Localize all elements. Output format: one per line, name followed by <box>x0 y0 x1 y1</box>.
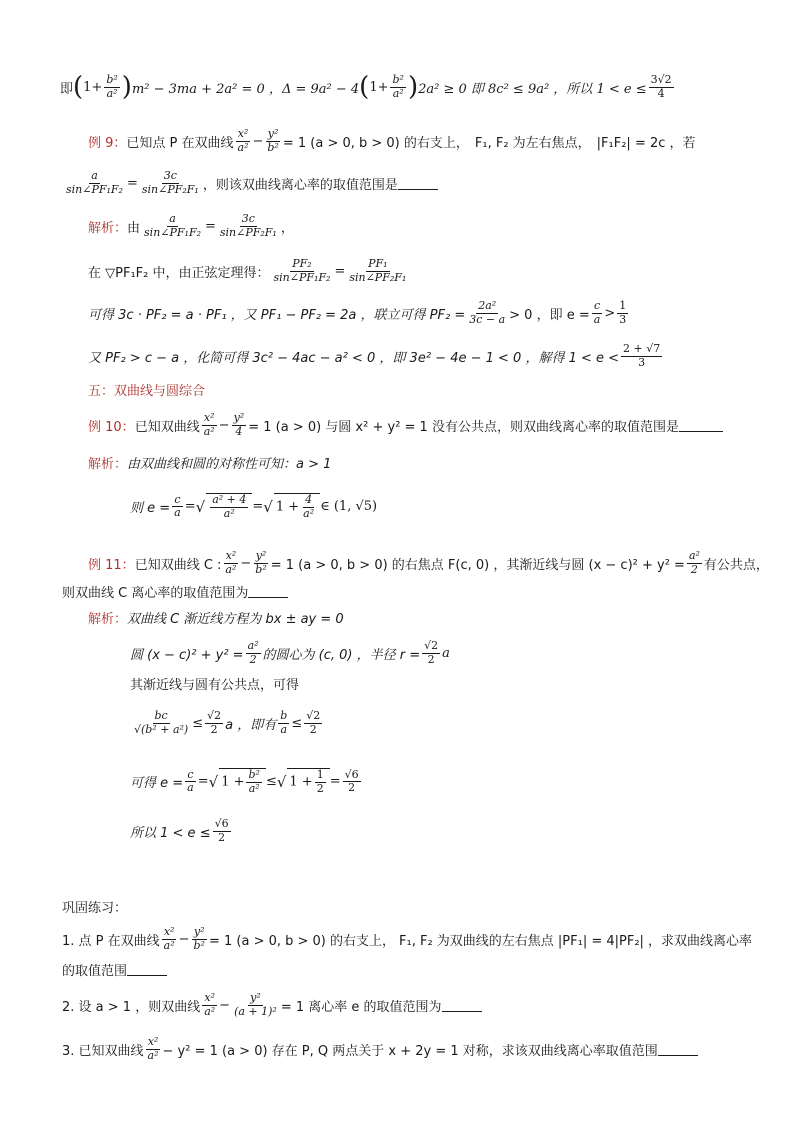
ex9-solution-line4 <box>88 343 664 369</box>
answer-blank[interactable] <box>248 585 288 598</box>
frac-den: sin∠PF₂F₁ <box>141 182 199 196</box>
frac-den: a² <box>163 938 175 952</box>
practice-3b: − y² = 1 (a > 0) 存在 P, Q 两点关于 x + 2y = 1 对称，求该双曲线离心率取值范围 <box>162 1043 658 1059</box>
frac-den: a² <box>223 506 235 520</box>
ex11-sqrt-frac-2 <box>315 769 326 795</box>
ex11-solution-line3 <box>130 674 299 693</box>
ex11-sol3: 其渐近线与圆有公共点，可得 <box>130 678 300 693</box>
frac-num: √2 <box>207 709 222 722</box>
frac-num: x² <box>204 991 215 1004</box>
practice-1a: 1. 点 P 在双曲线 <box>62 933 160 949</box>
ex11-solution-line5: 可得 e = $\frac{c}{a}$ = √ 1 + $\frac{\text{b²}}{\text{a²}}$ ≤ √ 1 + $\frac{1}{2}$ = $\frac{√6}{2}$ <box>130 767 359 795</box>
ex11-sol4-frac-r2 <box>304 710 322 736</box>
ex9-sol-eq: = <box>204 218 216 234</box>
practice-2: 2. 设 a > 1 ，则双曲线 $\frac{\text{x²}}{\text{a²}}$ − $\frac{\text{y²}}{\text{(a + 1)²}}$ = 1 离心率 e 的取值范围为 <box>62 992 482 1018</box>
answer-blank[interactable] <box>658 1043 698 1056</box>
frac-num: x² <box>237 127 249 140</box>
ex9-sol3b: > 0 ，即 e = <box>509 307 590 323</box>
practice-1d: 的取值范围 <box>62 964 128 979</box>
ex11-sol4-frac <box>132 710 190 736</box>
frac-num: √6 <box>214 817 229 830</box>
ex9-sol3-frac-13 <box>617 300 628 326</box>
frac-den: b² <box>193 938 205 952</box>
frac-num: a <box>169 212 176 225</box>
ex9-sol-frac-a <box>142 213 203 239</box>
frac-num: 4 <box>305 493 313 506</box>
line1-text: m² − 3ma + 2a² = 0 ，Δ = 9a² − 4 <box>131 81 360 97</box>
ex9-sol2: 在 ▽PF₁F₂ 中，由正弦定理得： <box>88 265 270 281</box>
ex11-one-plus-2: 1 + <box>289 774 313 790</box>
ex11-sqrt-frac <box>246 769 261 795</box>
line1-one-plus: 1+ <box>83 79 103 95</box>
frac-den: (a + 1)² <box>234 1004 277 1018</box>
ex11-question-line1: 例 11： 已知双曲线 C : $\frac{\text{x²}}{\text{a²}}$ − $\frac{\text{y²}}{\text{b²}}$ = 1 (a > 0, b > 0) 的右焦点 F(c, 0) ，其渐近线与圆 (x − c)² + y² = $\frac{\text{a²}}{2}$ 有公共点， <box>88 549 769 576</box>
line1-prefix: 即 <box>60 81 74 97</box>
ex11-sol4b: a ，即有 <box>225 717 277 733</box>
practice-1b: = 1 (a > 0, b > 0) 的右支上， <box>208 933 396 949</box>
paren-open-2: ( <box>359 72 370 103</box>
ex9-q1c: F₁, F₂ 为左右焦点， <box>474 135 591 151</box>
line-1 <box>60 72 676 103</box>
ex9-minus: − <box>252 133 264 149</box>
ex9-frac-y <box>265 128 280 154</box>
ex9-question-line2 <box>62 170 438 196</box>
ex10-frac-x <box>202 412 217 438</box>
frac-den: a <box>174 506 181 520</box>
ex9-label: 例 9： <box>88 135 127 151</box>
ex9-sol3-frac <box>467 300 507 326</box>
frac-den: 3 <box>619 312 627 326</box>
frac-den: a² <box>225 562 237 576</box>
frac-num: y² <box>193 925 205 938</box>
ex9-solution-line3 <box>88 300 630 326</box>
ex11-solution-line1 <box>88 608 344 627</box>
ex10-sqrt-frac-2 <box>301 494 316 520</box>
ex11-one-plus: 1 + <box>221 774 245 790</box>
ex9-solution-line1: 解析： 由 $\frac{a}{\text{sin∠PF₁F₂}}$ = $\frac{3c}{\text{sin∠PF₂F₁}}$ ， <box>88 212 294 239</box>
frac-den: √(b² + a²) <box>134 722 189 736</box>
answer-blank[interactable] <box>442 999 482 1012</box>
frac-den: a <box>187 781 194 795</box>
frac-num: x² <box>147 1035 159 1048</box>
frac-num: 3c <box>163 169 177 182</box>
ex9-sol-frac-pf2 <box>271 258 332 284</box>
ex11-sol4-le: ≤ <box>192 715 204 731</box>
frac-num: c <box>593 299 601 312</box>
practice-1-line2 <box>62 960 167 979</box>
line1-mid: 2a² ≥ 0 即 8c² ≤ 9a² ，所以 1 < e ≤ <box>418 81 647 97</box>
p3-frac-x <box>146 1036 161 1062</box>
ex10-sol2-end: ∈ (1, √5) <box>320 499 378 515</box>
ex11-sol4-frac-ba <box>278 710 289 736</box>
ex10-sol-label: 解析： <box>88 457 128 472</box>
ex9-frac-a <box>64 170 125 196</box>
frac-num: b² <box>248 768 260 781</box>
practice-heading <box>62 897 127 916</box>
frac-num: 2a² <box>478 299 497 312</box>
paren-close-2: ) <box>407 72 419 103</box>
frac-den: 3 <box>638 355 646 369</box>
ex10-q1: 已知双曲线 <box>134 419 200 435</box>
ex9-sol3: 可得 3c · PF₂ = a · PF₁ ，又 PF₁ − PF₂ = 2a ，联立可得 PF₂ = <box>88 307 466 323</box>
paren-open: ( <box>73 72 84 103</box>
ex9-sol4: 又 PF₂ > c − a ，化简可得 3c² − 4ac − a² < 0 ，即 3e² − 4e − 1 < 0 ，解得 1 < e < <box>88 350 620 366</box>
ex11-frac-circle <box>687 550 702 576</box>
ex10-q1b: = 1 (a > 0) 与圆 x² + y² = 1 没有公共点，则双曲线离心率的取值范围是 <box>248 419 679 435</box>
frac-num: a² + 4 <box>212 493 247 506</box>
frac-num: y² <box>233 411 245 424</box>
ex9-sol2-eq: = <box>334 263 346 279</box>
frac-num: c <box>174 492 181 506</box>
practice-title: 巩固练习： <box>62 901 128 916</box>
ex11-label: 例 11： <box>88 557 135 573</box>
ex11-sol5: 可得 e = <box>130 776 184 792</box>
frac-den: 2 <box>348 781 356 795</box>
ex11-sol2: 圆 (x − c)² + y² = <box>130 647 244 663</box>
ex9-frac-x <box>236 128 251 154</box>
frac-den: a <box>280 722 288 736</box>
p1-frac-y <box>192 926 207 952</box>
practice-1c: F₁, F₂ 为双曲线的左右焦点 |PF₁| = 4|PF₂| ，求双曲线离心率 <box>399 933 753 949</box>
p2-frac-y <box>232 992 279 1018</box>
frac-num: x² <box>163 925 175 938</box>
ex11-sol5-le: ≤ <box>265 774 277 790</box>
frac-num: √2 <box>424 639 439 652</box>
ex9-sol-frac-3c <box>218 213 279 239</box>
line1-one-plus-2: 1+ <box>369 79 389 95</box>
practice-2a: 2. 设 a > 1 ，则双曲线 <box>62 999 201 1015</box>
frac-num: y² <box>267 127 279 140</box>
ex11-sol1: 双曲线 C 渐近线方程为 bx ± ay = 0 <box>127 612 344 627</box>
frac-num: y² <box>255 549 267 562</box>
line1-answer <box>649 74 674 100</box>
frac-num: bc <box>154 709 168 722</box>
answer-blank[interactable] <box>679 419 723 432</box>
ex10-label: 例 10： <box>88 419 135 435</box>
frac-den: b² <box>255 562 267 576</box>
frac-num: 1 <box>619 299 627 312</box>
ex10-sol1: 由双曲线和圆的对称性可知：a > 1 <box>127 457 332 472</box>
frac-den: sin∠PF₂F₁ <box>349 270 407 284</box>
frac-den: 2 <box>316 781 324 795</box>
ex9-q1d: |F₁F₂| = 2c ，若 <box>596 135 696 151</box>
ex11-frac-x <box>223 550 238 576</box>
practice-1-line1: 1. 点 P 在双曲线 $\frac{\text{x²}}{\text{a²}}$ − $\frac{\text{y²}}{\text{b²}}$ = 1 (a > 0, b > 0) 的右支上， F₁, F₂ 为双曲线的左右焦点 |PF₁| = 4|PF₂| ，求双曲线离心率 <box>62 925 753 952</box>
frac-den: a² <box>106 86 118 100</box>
frac-num: y² <box>250 991 261 1004</box>
ex10-sol-frac-e <box>172 494 183 520</box>
frac-den: 2 <box>690 562 698 576</box>
ex9-sol4-frac <box>621 343 662 369</box>
section5-heading <box>88 380 205 399</box>
ex11-q1: 已知双曲线 C : <box>134 557 222 573</box>
frac-den: a² <box>392 86 404 100</box>
ex11-sol2-frac <box>246 640 261 666</box>
frac-den: sin∠PF₂F₁ <box>219 225 277 239</box>
frac-den: 4 <box>657 86 665 100</box>
answer-blank[interactable] <box>127 963 167 976</box>
p2-frac-x <box>202 992 217 1018</box>
frac-num: √2 <box>306 709 321 722</box>
frac-den: 4 <box>235 424 243 438</box>
ex9-q1b: = 1 (a > 0, b > 0) 的右支上， <box>282 135 469 151</box>
frac-den: sin∠PF₁F₂ <box>273 270 331 284</box>
ex11-sol5-frac <box>185 769 196 795</box>
frac-num: √6 <box>344 767 359 781</box>
paren-close: ) <box>121 72 132 103</box>
ex11-sol2-a: a <box>442 645 450 661</box>
line1-frac-2 <box>390 74 405 100</box>
frac-num: x² <box>225 549 237 562</box>
ex11-q1c: 有公共点， <box>703 557 769 573</box>
ex11-sol4-frac-r <box>205 710 223 736</box>
ex9-eq: = <box>126 175 138 191</box>
ex10-question: 例 10： 已知双曲线 $\frac{\text{x²}}{\text{a²}}$ − $\frac{\text{y²}}{4}$ = 1 (a > 0) 与圆 x² + y² = 1 没有公共点，则双曲线离心率的取值范围是 <box>88 412 723 438</box>
ex9-question-line1 <box>88 128 696 154</box>
ex10-sol2: 则 e = <box>130 501 171 517</box>
ex11-solution-line6 <box>130 818 233 844</box>
frac-den: a² <box>204 1004 216 1018</box>
frac-num: PF₁ <box>368 257 388 270</box>
ex11-sol2-frac-r <box>422 640 440 666</box>
frac-num: c <box>187 767 194 781</box>
answer-blank[interactable] <box>398 177 438 190</box>
frac-num: 3c <box>241 212 255 225</box>
ex11-sol4-le-2: ≤ <box>291 715 303 731</box>
frac-num: b² <box>392 73 404 86</box>
ex9-solution-line2 <box>88 258 410 284</box>
frac-den: a² <box>203 424 215 438</box>
section5-title: 五：双曲线与圆综合 <box>88 384 206 399</box>
frac-num: b² <box>106 73 118 86</box>
ex10-solution-line2: 则 e = $\frac{c}{a}$ = √ $\frac{\text{a² + 4}}{\text{a²}}$ = √ 1 + $\frac{4}{\text{a²}}$ ∈ (1, √5) <box>130 492 378 520</box>
practice-3 <box>62 1036 698 1062</box>
ex11-question-line2 <box>62 582 288 601</box>
frac-den: a² <box>237 140 249 154</box>
frac-num: b <box>280 709 288 722</box>
ex9-sol3-gt: > <box>604 305 616 321</box>
ex9-sol1: 由 <box>127 220 141 236</box>
frac-num: 3√2 <box>650 73 672 86</box>
frac-den: sin∠PF₁F₂ <box>144 225 201 239</box>
frac-num: 2 + √7 <box>623 342 661 355</box>
ex10-sqrt-frac <box>210 494 248 520</box>
ex9-sol-label: 解析： <box>88 220 128 236</box>
ex10-one-plus: 1 + <box>275 499 300 515</box>
frac-den: a² <box>303 506 315 520</box>
ex11-sol6-frac <box>213 818 231 844</box>
practice-2b: = 1 离心率 e 的取值范围为 <box>280 999 442 1015</box>
frac-den: sin∠PF₁F₂ <box>66 182 123 196</box>
frac-den: 2 <box>309 722 317 736</box>
frac-den: b² <box>267 140 279 154</box>
ex11-sol6: 所以 1 < e ≤ <box>130 825 211 841</box>
frac-num: a² <box>688 549 700 562</box>
frac-num: 1 <box>316 768 324 781</box>
ex11-sol-label: 解析： <box>88 612 128 627</box>
ex11-frac-y <box>253 550 268 576</box>
ex9-sol-frac-pf1 <box>347 258 408 284</box>
practice-3a: 3. 已知双曲线 <box>62 1043 144 1059</box>
frac-num: a <box>91 169 98 182</box>
ex11-q1b: = 1 (a > 0, b > 0) 的右焦点 F(c, 0) ，其渐近线与圆 (x − c)² + y² = <box>270 557 685 573</box>
ex11-sol5-frac-r <box>343 769 361 795</box>
ex9-q1: 已知点 P 在双曲线 <box>126 135 234 151</box>
line1-frac <box>104 74 119 100</box>
frac-den: 3c − a <box>469 312 506 326</box>
frac-den: a <box>593 312 601 326</box>
ex10-frac-y <box>232 412 247 438</box>
ex9-q2: ，则该双曲线离心率的取值范围是 <box>202 177 398 193</box>
ex10-solution-line1 <box>88 453 331 472</box>
ex11-sol2b: 的圆心为 (c, 0) ，半径 r = <box>262 647 421 663</box>
frac-den: 2 <box>427 652 435 666</box>
frac-num: PF₂ <box>292 257 312 270</box>
frac-den: 2 <box>249 652 257 666</box>
frac-num: a² <box>247 639 259 652</box>
ex11-solution-line4 <box>130 710 324 736</box>
frac-den: 2 <box>210 722 218 736</box>
ex9-sol3-frac-e <box>592 300 603 326</box>
frac-den: a² <box>248 781 260 795</box>
ex9-frac-3c <box>140 170 201 196</box>
frac-num: x² <box>203 411 215 424</box>
ex11-q2: 则双曲线 C 离心率的取值范围为 <box>62 586 249 601</box>
frac-den: a² <box>147 1048 159 1062</box>
ex11-solution-line2 <box>130 640 450 666</box>
frac-den: 2 <box>218 830 226 844</box>
p1-frac-x <box>162 926 177 952</box>
